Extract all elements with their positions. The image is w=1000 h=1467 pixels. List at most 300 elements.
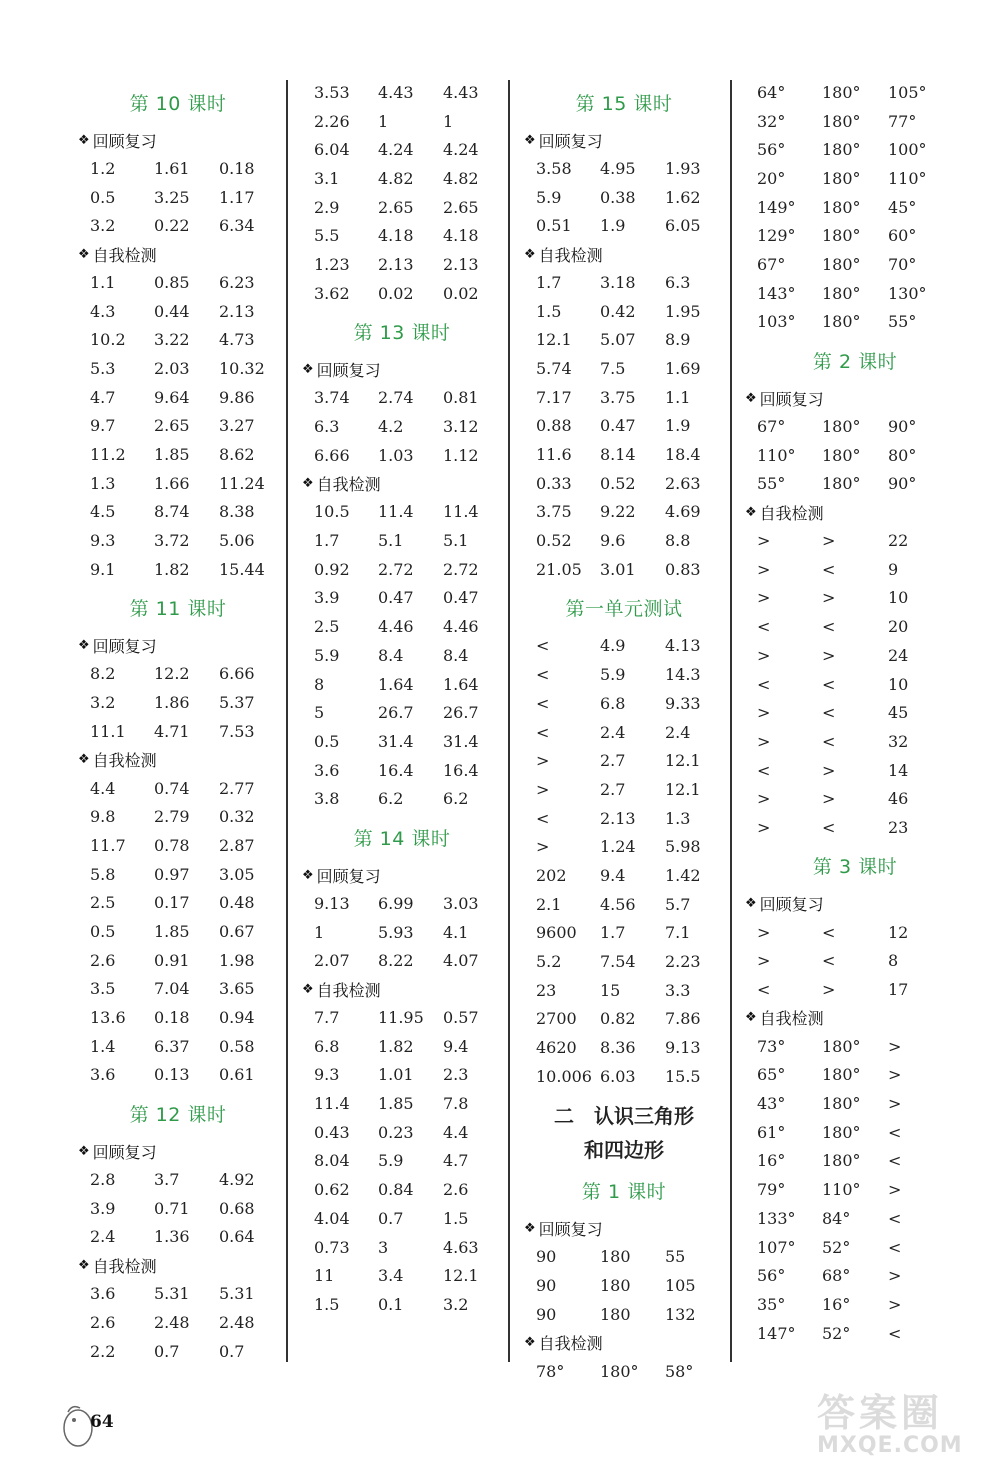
section-heading xyxy=(78,1251,278,1279)
answer-value: 73° xyxy=(757,1036,786,1056)
section-heading-label: 自我检测 xyxy=(92,751,157,771)
answer-value: > xyxy=(888,1180,902,1200)
answer-row xyxy=(524,1033,724,1062)
answer-value: 4.43 xyxy=(442,82,479,102)
answer-value: 0.73 xyxy=(314,1237,350,1257)
section-heading-label: 自我检测 xyxy=(316,980,381,1000)
answer-value: 10 xyxy=(888,674,909,694)
answer-value: 0.51 xyxy=(536,216,572,236)
answer-value: 3.9 xyxy=(90,1198,116,1218)
answer-value: 52° xyxy=(822,1323,851,1343)
answer-value: 149° xyxy=(757,197,796,217)
section-heading xyxy=(78,240,278,268)
answer-value: 2.3 xyxy=(442,1065,469,1085)
answer-value: 0.52 xyxy=(599,473,636,493)
answer-value: 0.58 xyxy=(218,1036,255,1056)
answer-value: 180° xyxy=(822,140,861,160)
answer-value: 12.1 xyxy=(536,330,572,350)
answer-row xyxy=(745,526,965,555)
answer-value: 4.7 xyxy=(442,1151,469,1171)
diamond-bullet-icon: ❖ xyxy=(78,132,90,148)
answer-value: 8.74 xyxy=(153,502,190,522)
answer-value: 3.7 xyxy=(153,1170,180,1190)
section-heading-label: 回顾复习 xyxy=(316,866,381,886)
section-heading-label: 回顾复习 xyxy=(92,1142,157,1162)
answer-value: 1.42 xyxy=(664,865,701,885)
answer-value: 110° xyxy=(757,445,796,465)
answer-value: 11 xyxy=(314,1266,335,1286)
answer-row xyxy=(302,584,502,613)
answer-value: > xyxy=(757,645,771,665)
answer-value: < xyxy=(536,722,550,742)
answer-value: 8.14 xyxy=(599,445,636,465)
answer-value: 4.82 xyxy=(377,168,414,188)
answer-value: 31.4 xyxy=(442,731,479,751)
answer-value: 4.71 xyxy=(153,721,190,741)
answer-row xyxy=(524,383,724,412)
answer-value: 3.27 xyxy=(218,416,255,436)
answer-row xyxy=(302,135,502,164)
answer-value: 12.1 xyxy=(664,779,701,799)
answer-row xyxy=(302,612,502,641)
answer-value: 0.17 xyxy=(153,893,190,913)
answer-value: 90 xyxy=(536,1247,557,1267)
diamond-bullet-icon: ❖ xyxy=(78,638,90,654)
answer-value: 14.3 xyxy=(664,665,701,685)
lesson-title: 第 14 课时 xyxy=(353,827,451,850)
answer-row xyxy=(78,802,278,831)
answer-row xyxy=(302,164,502,193)
answer-value: 9600 xyxy=(536,923,577,943)
diamond-bullet-icon: ❖ xyxy=(78,1143,90,1159)
answer-value: 11.24 xyxy=(218,473,265,493)
answer-row xyxy=(302,727,502,756)
answer-value: 0.57 xyxy=(442,1008,479,1028)
answer-value: 6.34 xyxy=(218,216,255,236)
answer-value: 90 xyxy=(536,1276,557,1296)
answer-value: 4.2 xyxy=(377,417,404,437)
answer-row xyxy=(745,698,965,727)
answer-value: 1.01 xyxy=(377,1065,414,1085)
answer-value: 2.77 xyxy=(218,778,255,798)
answer-row xyxy=(745,1319,965,1348)
answer-row xyxy=(745,164,965,193)
answer-value: 2.7 xyxy=(599,779,626,799)
answer-value: 43° xyxy=(757,1094,786,1114)
answer-value: 180° xyxy=(822,1065,861,1085)
answer-value: 0.92 xyxy=(314,559,350,579)
answer-value: 180° xyxy=(599,1361,639,1381)
answer-value: 10.006 xyxy=(536,1066,592,1086)
answer-value: 9.3 xyxy=(314,1065,340,1085)
answer-value: 2.13 xyxy=(442,254,479,274)
answer-value: 4.92 xyxy=(218,1170,255,1190)
answer-row xyxy=(78,888,278,917)
answer-value: 143° xyxy=(757,283,796,303)
answer-row xyxy=(524,1271,724,1300)
answer-value: 6.03 xyxy=(599,1066,636,1086)
answer-row xyxy=(302,1233,502,1262)
answer-value: 4.18 xyxy=(442,226,479,246)
answer-value: 0.1 xyxy=(377,1294,404,1314)
answer-value: 0.81 xyxy=(442,388,479,408)
answer-value: 1 xyxy=(377,111,389,131)
answer-value: 1.9 xyxy=(664,416,691,436)
answer-value: 202 xyxy=(536,865,567,885)
answer-value: 22 xyxy=(888,531,909,551)
answer-value: 23 xyxy=(536,980,557,1000)
answer-value: 0.32 xyxy=(218,807,255,827)
answer-row xyxy=(745,1261,965,1290)
answer-row xyxy=(745,947,965,976)
answer-row xyxy=(524,1062,724,1091)
answer-value: 55 xyxy=(664,1247,686,1267)
answer-value: 8.36 xyxy=(599,1038,636,1058)
answer-row xyxy=(78,1337,278,1366)
answer-value: > xyxy=(822,588,836,608)
answer-value: 1.23 xyxy=(314,254,350,274)
answer-row xyxy=(745,221,965,250)
answer-value: 4.07 xyxy=(442,951,479,971)
answer-value: 6.2 xyxy=(442,789,469,809)
section-heading xyxy=(78,632,278,660)
answer-value: 11.2 xyxy=(90,445,126,465)
answer-value: 7.8 xyxy=(442,1094,469,1114)
answer-value: 0.7 xyxy=(153,1341,180,1361)
diamond-bullet-icon: ❖ xyxy=(302,981,314,997)
answer-value: 0.43 xyxy=(314,1122,350,1142)
watermark-url: MXQE.COM xyxy=(817,1433,963,1458)
answer-value: > xyxy=(757,588,771,608)
answer-row xyxy=(302,641,502,670)
answer-value: 9.3 xyxy=(90,531,116,551)
answer-row xyxy=(524,211,724,240)
answer-value: 6.66 xyxy=(218,664,255,684)
answer-value: 0.47 xyxy=(377,588,414,608)
answer-value: 0.62 xyxy=(314,1180,350,1200)
answer-value: 1.82 xyxy=(153,559,190,579)
answer-row xyxy=(78,717,278,746)
answer-value: < xyxy=(822,617,836,637)
answer-row xyxy=(78,268,278,297)
answer-value: 11.95 xyxy=(377,1008,424,1028)
section-heading-label: 回顾复习 xyxy=(92,131,157,151)
answer-row xyxy=(302,918,502,947)
answer-value: 0.18 xyxy=(218,158,255,178)
answer-row xyxy=(524,1005,724,1034)
answer-row xyxy=(524,632,724,661)
lesson-title: 第 13 课时 xyxy=(353,322,451,344)
answer-row xyxy=(524,297,724,326)
answer-row xyxy=(78,325,278,354)
answer-value: 1.7 xyxy=(599,923,626,943)
answer-value: < xyxy=(536,693,550,713)
answer-value: 60° xyxy=(888,226,917,246)
answer-value: < xyxy=(822,951,836,971)
section-heading xyxy=(78,1137,278,1165)
diamond-bullet-icon: ❖ xyxy=(78,752,90,768)
answer-value: 9.33 xyxy=(664,693,701,713)
answer-value: 6.2 xyxy=(377,789,404,809)
answer-value: 5.5 xyxy=(314,226,340,246)
answer-value: < xyxy=(822,703,836,723)
answer-value: 5.74 xyxy=(536,358,572,378)
answer-value: > xyxy=(822,980,836,1000)
answer-value: 4.95 xyxy=(599,158,636,178)
answer-value: 3.65 xyxy=(218,979,255,999)
answer-value: 1 xyxy=(314,922,325,942)
answer-value: > xyxy=(888,1266,902,1286)
answer-value: 2.72 xyxy=(442,559,479,579)
answer-value: 0.5 xyxy=(90,187,116,207)
answer-value: > xyxy=(757,817,771,837)
answer-row xyxy=(78,297,278,326)
answer-row xyxy=(524,832,724,861)
answer-row xyxy=(745,612,965,641)
answer-value: 21.05 xyxy=(536,559,582,579)
answer-value: 0.38 xyxy=(599,187,636,207)
answer-value: 5.37 xyxy=(218,693,255,713)
answer-row xyxy=(745,584,965,613)
section-heading-label: 自我检测 xyxy=(538,1334,603,1354)
answer-value: 9.4 xyxy=(442,1036,469,1056)
answer-row xyxy=(78,498,278,527)
answer-row xyxy=(302,1204,502,1233)
answer-row xyxy=(78,1279,278,1308)
answer-value: 16.4 xyxy=(377,760,414,780)
section-heading xyxy=(745,498,965,526)
answer-value: < xyxy=(536,665,550,685)
column-divider xyxy=(730,80,732,1362)
answer-value: 7.5 xyxy=(599,358,626,378)
answer-value: > xyxy=(822,760,836,780)
answer-row xyxy=(745,250,965,279)
answer-value: 31.4 xyxy=(377,731,414,751)
answer-row xyxy=(78,1165,278,1194)
answer-value: 5.3 xyxy=(90,358,116,378)
answer-value: 180° xyxy=(822,417,861,437)
answer-value: 1.9 xyxy=(599,216,626,236)
section-heading xyxy=(78,746,278,774)
answer-value: 6.66 xyxy=(314,445,350,465)
answer-row xyxy=(302,947,502,976)
answer-value: 3.05 xyxy=(218,864,255,884)
answer-value: 9.13 xyxy=(664,1038,701,1058)
answer-value: 2.4 xyxy=(90,1227,116,1247)
answer-value: < xyxy=(888,1208,902,1228)
answer-value: 7.04 xyxy=(153,979,190,999)
answer-value: > xyxy=(757,703,771,723)
answer-row xyxy=(524,775,724,804)
answer-value: 7.86 xyxy=(664,1009,701,1029)
diamond-bullet-icon: ❖ xyxy=(302,362,314,377)
answer-value: 5.06 xyxy=(218,531,255,551)
answer-value: 5.9 xyxy=(314,645,340,665)
answer-value: 2.65 xyxy=(442,197,479,217)
section-heading-label: 自我检测 xyxy=(316,475,381,495)
answer-value: 5.07 xyxy=(599,330,636,350)
answer-value: < xyxy=(888,1323,902,1343)
answer-row xyxy=(78,660,278,689)
answer-row xyxy=(302,756,502,785)
answer-value: 4.4 xyxy=(442,1122,469,1142)
answer-value: 80° xyxy=(888,445,917,465)
answer-value: 67° xyxy=(757,417,786,437)
lesson-title: 第 15 课时 xyxy=(575,92,673,115)
diamond-bullet-icon: ❖ xyxy=(524,1221,536,1237)
answer-row xyxy=(745,193,965,222)
answer-row xyxy=(78,1003,278,1032)
answer-value: 6.8 xyxy=(599,693,626,713)
answer-value: 4620 xyxy=(536,1038,577,1058)
answer-value: 0.74 xyxy=(153,778,190,798)
answer-row xyxy=(302,498,502,527)
answer-value: 5.8 xyxy=(90,864,116,884)
answer-row xyxy=(745,1175,965,1204)
answer-value: < xyxy=(888,1151,902,1171)
answer-row xyxy=(524,689,724,718)
answer-row xyxy=(78,774,278,803)
answer-value: 1.4 xyxy=(90,1036,116,1056)
answer-value: 6.04 xyxy=(314,140,350,160)
answer-column-4 xyxy=(745,78,965,1347)
answer-row xyxy=(78,1194,278,1223)
answer-row xyxy=(302,526,502,555)
answer-row xyxy=(524,947,724,976)
section-heading xyxy=(524,1329,724,1357)
answer-row xyxy=(524,660,724,689)
answer-value: 0.47 xyxy=(442,588,479,608)
answer-row xyxy=(302,670,502,699)
answer-value: 147° xyxy=(757,1323,796,1343)
answer-value: > xyxy=(536,779,550,799)
answer-value: 1.85 xyxy=(153,921,190,941)
answer-row xyxy=(78,383,278,412)
answer-value: 5.9 xyxy=(599,665,626,685)
answer-value: 11.4 xyxy=(314,1094,350,1114)
answer-value: 0.84 xyxy=(377,1180,414,1200)
answer-value: 11.7 xyxy=(90,835,126,855)
answer-row xyxy=(78,946,278,975)
answer-value: 8 xyxy=(888,951,899,971)
answer-row xyxy=(302,889,502,918)
answer-value: 90° xyxy=(888,417,917,437)
answer-row xyxy=(78,860,278,889)
answer-value: 8.9 xyxy=(664,330,691,350)
answer-value: 1.5 xyxy=(442,1208,469,1228)
answer-row xyxy=(745,1233,965,1262)
answer-value: 15.44 xyxy=(218,559,265,579)
answer-value: 4.56 xyxy=(599,894,636,914)
diamond-bullet-icon: ❖ xyxy=(302,476,314,492)
answer-value: 0.48 xyxy=(218,893,255,913)
answer-value: > xyxy=(757,789,771,809)
answer-value: 46 xyxy=(888,789,909,809)
answer-value: 1.7 xyxy=(314,531,340,551)
answer-value: 105 xyxy=(664,1276,696,1296)
answer-value: 5.93 xyxy=(377,922,414,942)
answer-value: 1.7 xyxy=(536,272,562,292)
answer-value: 4.24 xyxy=(377,140,414,160)
answer-value: 180° xyxy=(822,283,861,303)
answer-value: 180° xyxy=(822,226,861,246)
answer-value: 8.38 xyxy=(218,502,255,522)
answer-value: < xyxy=(822,674,836,694)
answer-value: 2.48 xyxy=(218,1312,255,1332)
answer-value: 1.82 xyxy=(377,1036,414,1056)
answer-row xyxy=(745,1061,965,1090)
chapter-heading-line: 二 认识三角形 xyxy=(554,1103,694,1128)
answer-row xyxy=(302,441,502,470)
answer-value: > xyxy=(888,1065,902,1085)
answer-value: 0.44 xyxy=(153,301,190,321)
answer-value: 0.71 xyxy=(153,1198,190,1218)
answer-value: 180° xyxy=(822,168,861,188)
section-heading-label: 回顾复习 xyxy=(538,131,603,151)
answer-value: 5.1 xyxy=(442,531,469,551)
answer-value: 58° xyxy=(664,1361,694,1381)
answer-row xyxy=(524,183,724,212)
answer-value: 2.65 xyxy=(153,416,190,436)
answer-value: 1.5 xyxy=(536,301,562,321)
answer-value: 6.05 xyxy=(664,216,701,236)
answer-row xyxy=(524,526,724,555)
section-heading-label: 回顾复习 xyxy=(538,1220,603,1240)
answer-value: > xyxy=(888,1094,902,1114)
answer-row xyxy=(78,526,278,555)
answer-value: 2.87 xyxy=(218,835,255,855)
answer-value: > xyxy=(757,922,771,942)
answer-row xyxy=(302,1261,502,1290)
answer-value: 0.88 xyxy=(536,416,572,436)
answer-value: 3.2 xyxy=(442,1294,469,1314)
answer-value: 2.1 xyxy=(536,894,562,914)
answer-value: 9.22 xyxy=(599,502,636,522)
answer-value: 5.2 xyxy=(536,952,562,972)
answer-value: 2.7 xyxy=(599,751,626,771)
answer-value: 2.23 xyxy=(664,952,701,972)
diamond-bullet-icon: ❖ xyxy=(524,132,536,148)
answer-value: 35° xyxy=(757,1294,786,1314)
answer-value: 78° xyxy=(536,1361,565,1381)
answer-value: > xyxy=(536,837,550,857)
answer-row xyxy=(745,555,965,584)
answer-value: 55° xyxy=(888,312,917,332)
answer-row xyxy=(745,107,965,136)
answer-value: 10 xyxy=(888,588,909,608)
section-heading xyxy=(524,240,724,268)
answer-row xyxy=(302,412,502,441)
answer-value: > xyxy=(757,559,771,579)
section-heading-label: 自我检测 xyxy=(92,1256,157,1276)
answer-value: 1.12 xyxy=(442,445,479,465)
answer-value: 23 xyxy=(888,817,909,837)
section-heading xyxy=(302,470,502,498)
answer-row xyxy=(524,268,724,297)
answer-value: > xyxy=(536,751,550,771)
answer-value: 9.6 xyxy=(599,531,626,551)
answer-row xyxy=(302,384,502,413)
answer-row xyxy=(745,470,965,499)
answer-row xyxy=(78,555,278,584)
answer-value: 3 xyxy=(377,1237,389,1257)
answer-row xyxy=(302,1175,502,1204)
answer-value: 3.9 xyxy=(314,588,340,608)
answer-value: 2.6 xyxy=(90,1312,116,1332)
answer-row xyxy=(302,107,502,136)
answer-value: 2.13 xyxy=(377,254,414,274)
answer-value: 11.1 xyxy=(90,721,126,741)
